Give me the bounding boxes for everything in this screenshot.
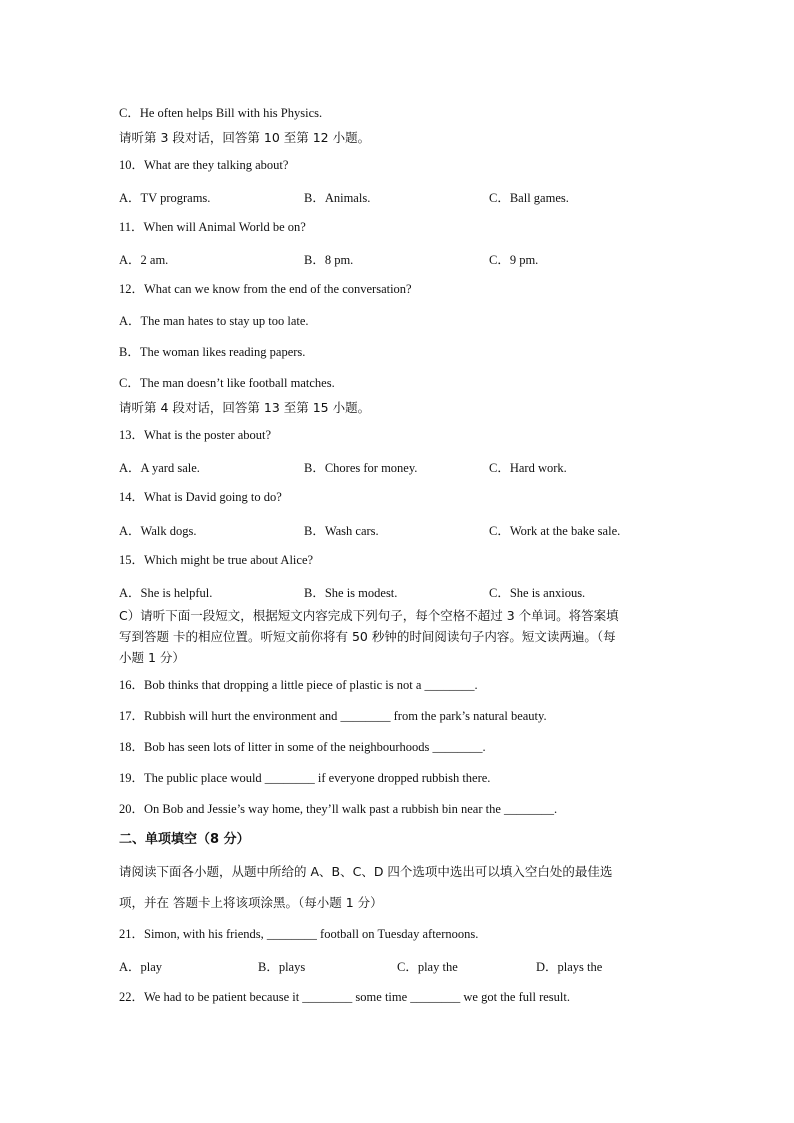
option-b: B．Animals. [304,191,371,205]
option-c: C．She is anxious. [489,586,586,600]
option-b: B．Wash cars. [304,524,379,538]
option-c: C．Ball games. [489,191,569,205]
question-22: 22．We had to be patient because it ________ some time ________ we got the full result. [119,990,570,1004]
option-b: B．She is modest. [304,586,398,600]
section-c-instruction-line-1: C）请听下面一段短文，根据短文内容完成下列句子，每个空格不超过 3 个单词。将答案填 [119,608,619,623]
option-a: A．A yard sale. [119,461,200,475]
section-instruction: 请听第 4 段对话，回答第 13 至第 15 小题。 [119,400,371,415]
option-a: A．She is helpful. [119,586,213,600]
option-d: D．plays the [536,960,603,974]
option-b: B．Chores for money. [304,461,418,475]
section-instruction: 请听第 3 段对话，回答第 10 至第 12 小题。 [119,130,371,145]
question-14: 14．What is David going to do? [119,490,282,504]
part-two-heading: 二、单项填空（8 分） [119,832,250,847]
question-15: 15．Which might be true about Alice? [119,553,314,567]
option-a: A．play [119,960,163,974]
section-c-instruction-line-2: 写到答题 卡的相应位置。听短文前你将有 50 秒钟的时间阅读句子内容。短文读两遍。（每 [119,629,616,644]
option-b: B．plays [258,960,306,974]
option-c: C．9 pm. [489,253,539,267]
option-line: C．He often helps Bill with his Physics. [119,106,323,120]
question-12: 12．What can we know from the end of the conversation? [119,282,412,296]
question-20: 20．On Bob and Jessie’s way home, they’ll walk past a rubbish bin near the ________. [119,802,558,816]
option-c: C．Hard work. [489,461,567,475]
question-21: 21．Simon, with his friends, ________ football on Tuesday afternoons. [119,927,479,941]
question-16: 16．Bob thinks that dropping a little piece of plastic is not a ________. [119,678,478,692]
option-b: B．The woman likes reading papers. [119,345,306,359]
option-c: C．Work at the bake sale. [489,524,621,538]
option-b: B．8 pm. [304,253,354,267]
option-a: A．TV programs. [119,191,211,205]
section-c-instruction-line-3: 小题 1 分） [119,650,185,665]
option-c: C．The man doesn’t like football matches. [119,376,335,390]
option-a: A．The man hates to stay up too late. [119,314,309,328]
part-two-instruction-line-2: 项，并在 答题卡上将该项涂黑。（每小题 1 分） [119,895,383,910]
question-10: 10．What are they talking about? [119,158,289,172]
option-a: A．2 am. [119,253,169,267]
part-two-instruction-line-1: 请阅读下面各小题，从题中所给的 A、B、C、D 四个选项中选出可以填入空白处的最佳选 [119,864,613,879]
question-13: 13．What is the poster about? [119,428,272,442]
question-18: 18．Bob has seen lots of litter in some of the neighbourhoods ________. [119,740,486,754]
option-c: C．play the [397,960,458,974]
option-a: A．Walk dogs. [119,524,197,538]
question-19: 19．The public place would ________ if everyone dropped rubbish there. [119,771,491,785]
question-17: 17．Rubbish will hurt the environment and ________ from the park’s natural beauty. [119,709,547,723]
question-11: 11．When will Animal World be on? [119,220,306,234]
